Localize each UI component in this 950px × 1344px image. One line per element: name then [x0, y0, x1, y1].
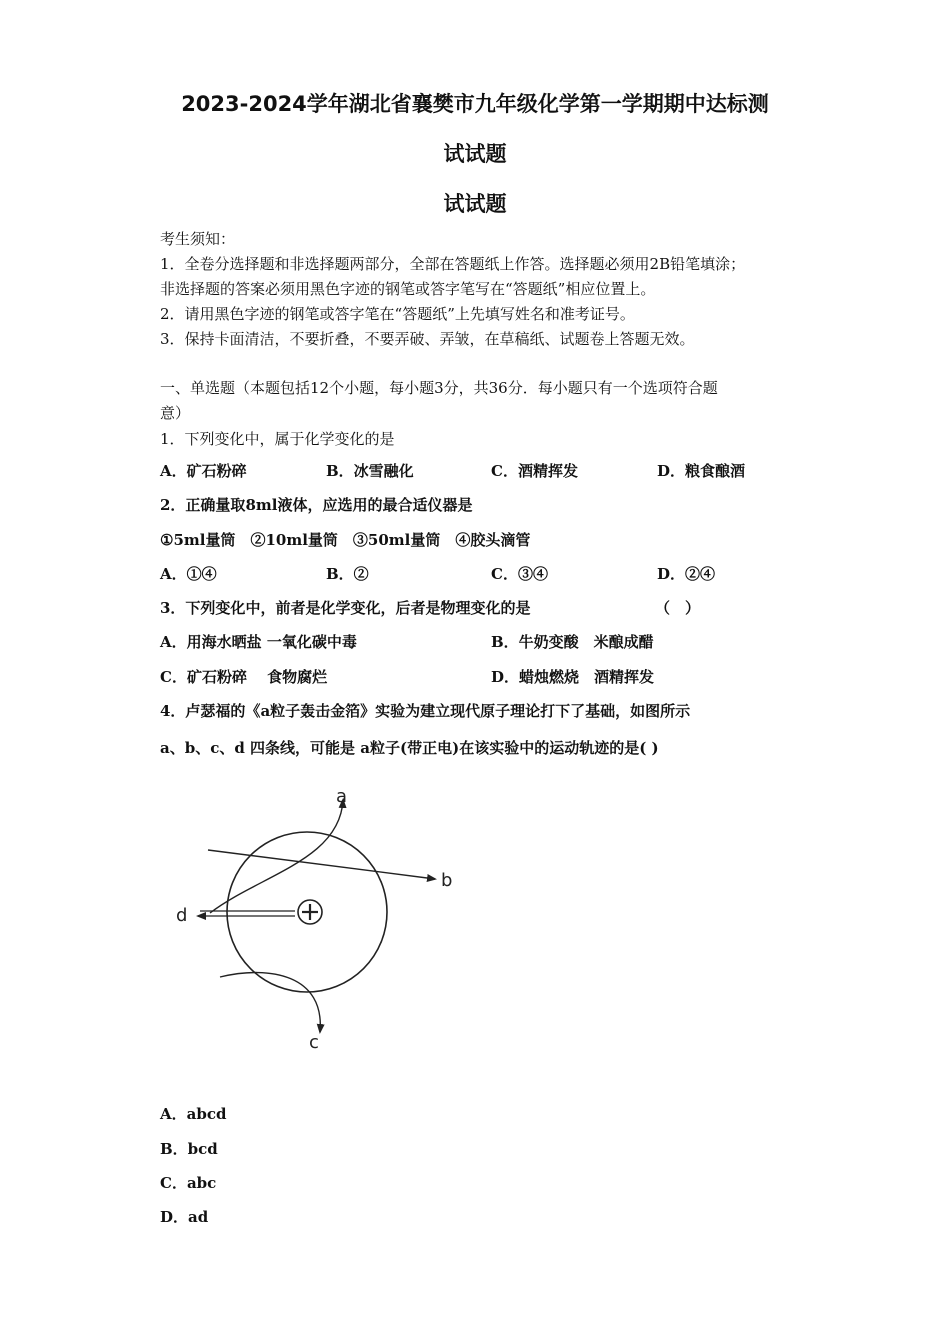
q1-option-a: A．矿石粉碎: [160, 462, 247, 480]
q4-option-d: D．ad: [160, 1208, 209, 1226]
notice-line-4: 3．保持卡面清洁，不要折叠，不要弄破、弄皱，在草稿纸、试题卷上答题无效。: [160, 330, 695, 348]
q4-stem-line-2: a、b、c、d 四条线，可能是 a粒子(带正电)在该实验中的运动轨迹的是( ): [160, 739, 659, 757]
q2-instruments: ①5ml量筒 ②10ml量筒 ③50ml量筒 ④胶头滴管: [160, 531, 531, 549]
title-line-2: 试试题: [443, 142, 507, 166]
q1-stem: 1．下列变化中，属于化学变化的是: [160, 430, 395, 448]
q2-stem: 2．正确量取8ml液体，应选用的最合适仪器是: [160, 496, 473, 514]
label-c: c: [309, 1032, 319, 1053]
q2-option-b: B．②: [326, 565, 369, 583]
title-line-3: 试试题: [443, 192, 507, 216]
label-d: d: [176, 905, 188, 926]
q1-option-b: B．冰雪融化: [326, 462, 414, 480]
q3-option-b: B．牛奶变酸 米酿成醋: [491, 633, 654, 651]
q3-option-c: C．矿石粉碎 食物腐烂: [160, 668, 328, 686]
q3-bracket: （ ）: [655, 599, 701, 617]
section-heading-2: 意）: [160, 404, 191, 422]
trajectory-a: [210, 800, 343, 913]
q4-option-a: A．abcd: [160, 1105, 227, 1123]
rutherford-scattering-diagram: [150, 780, 470, 1060]
q1-option-c: C．酒精挥发: [491, 462, 578, 480]
q4-option-b: B．bcd: [160, 1140, 218, 1158]
q4-option-c: C．abc: [160, 1174, 217, 1192]
q2-option-a: A．①④: [160, 565, 217, 583]
title-line-1: 2023-2024学年湖北省襄樊市九年级化学第一学期期中达标测: [181, 92, 769, 116]
q3-option-d: D．蜡烛燃烧 酒精挥发: [491, 668, 655, 686]
trajectory-c: [220, 973, 320, 1032]
section-heading-1: 一、单选题（本题包括12个小题，每小题3分，共36分．每小题只有一个选项符合题: [160, 379, 718, 397]
q2-option-d: D．②④: [657, 565, 716, 583]
label-a: a: [336, 786, 348, 807]
q3-stem: 3．下列变化中，前者是化学变化，后者是物理变化的是: [160, 599, 531, 617]
q2-option-c: C．③④: [491, 565, 548, 583]
notice-line-3: 2．请用黑色字迹的钢笔或答字笔在“答题纸”上先填写姓名和准考证号。: [160, 305, 635, 323]
q4-stem-line-1: 4．卢瑟福的《a粒子轰击金箔》实验为建立现代原子理论打下了基础，如图所示: [160, 702, 691, 720]
q1-option-d: D．粮食酿酒: [657, 462, 746, 480]
q3-option-a: A．用海水晒盐 一氧化碳中毒: [160, 633, 357, 651]
notice-line-2: 非选择题的答案必须用黑色字迹的钢笔或答字笔写在“答题纸”相应位置上。: [160, 280, 656, 298]
notice-heading: 考生须知：: [160, 230, 236, 248]
label-b: b: [441, 870, 453, 891]
notice-line-1: 1．全卷分选择题和非选择题两部分，全部在答题纸上作答。选择题必须用2B铅笔填涂；: [160, 255, 746, 273]
